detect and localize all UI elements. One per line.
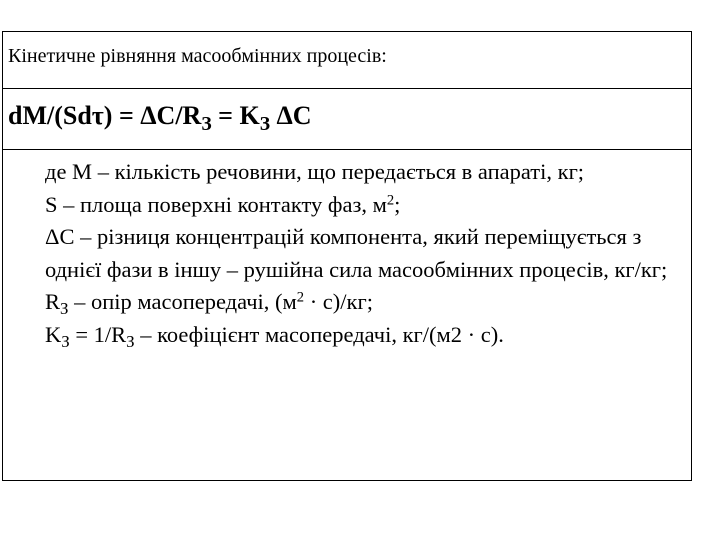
legend-resistance-symbol: R (45, 289, 61, 314)
legend-line-area (35, 189, 681, 222)
legend-line-mass: де М – кількість речовини, що передається в апараті, кг; (45, 159, 585, 184)
symbol-legend (3, 150, 691, 480)
formula-lhs: dM/(Sdτ) = ΔC/R (8, 101, 202, 130)
legend-coef-eq: = 1/R (69, 321, 127, 347)
legend-coef-sub1: З (61, 331, 70, 351)
content-table (2, 31, 692, 481)
legend-coef-sub2: З (126, 331, 135, 351)
formula-subscript-1: З (201, 113, 212, 135)
legend-resistance-sub: З (60, 299, 69, 319)
formula-rhs: ΔC (269, 101, 312, 130)
legend-resistance-end: · с)/кг; (304, 289, 373, 314)
legend-coef-text: – коефіцієнт масопередачі, кг/(м2 · с). (134, 321, 504, 347)
legend-coef-symbol: K (45, 321, 62, 347)
legend-area-end: ; (394, 191, 401, 217)
legend-area-text: S – площа поверхні контакту фаз, м (45, 191, 387, 217)
kinetic-equation (3, 89, 691, 150)
legend-area-sup: 2 (386, 192, 395, 209)
formula-mid: = K (211, 101, 260, 130)
legend-resistance-sup: 2 (296, 289, 305, 306)
table-title: Кінетичне рівняння масообмінних процесів: (3, 32, 691, 89)
legend-line-resistance (35, 286, 681, 319)
formula-subscript-2: З (259, 113, 270, 135)
legend-resistance-text: – опір масопередачі, (м (68, 289, 297, 314)
legend-line-concentration: ΔC – різниця концентрацій компонента, який переміщується з однієї фази в іншу – рушійна сила масообмінних процесів, кг/кг; (45, 224, 668, 282)
legend-line-coefficient (35, 319, 681, 352)
